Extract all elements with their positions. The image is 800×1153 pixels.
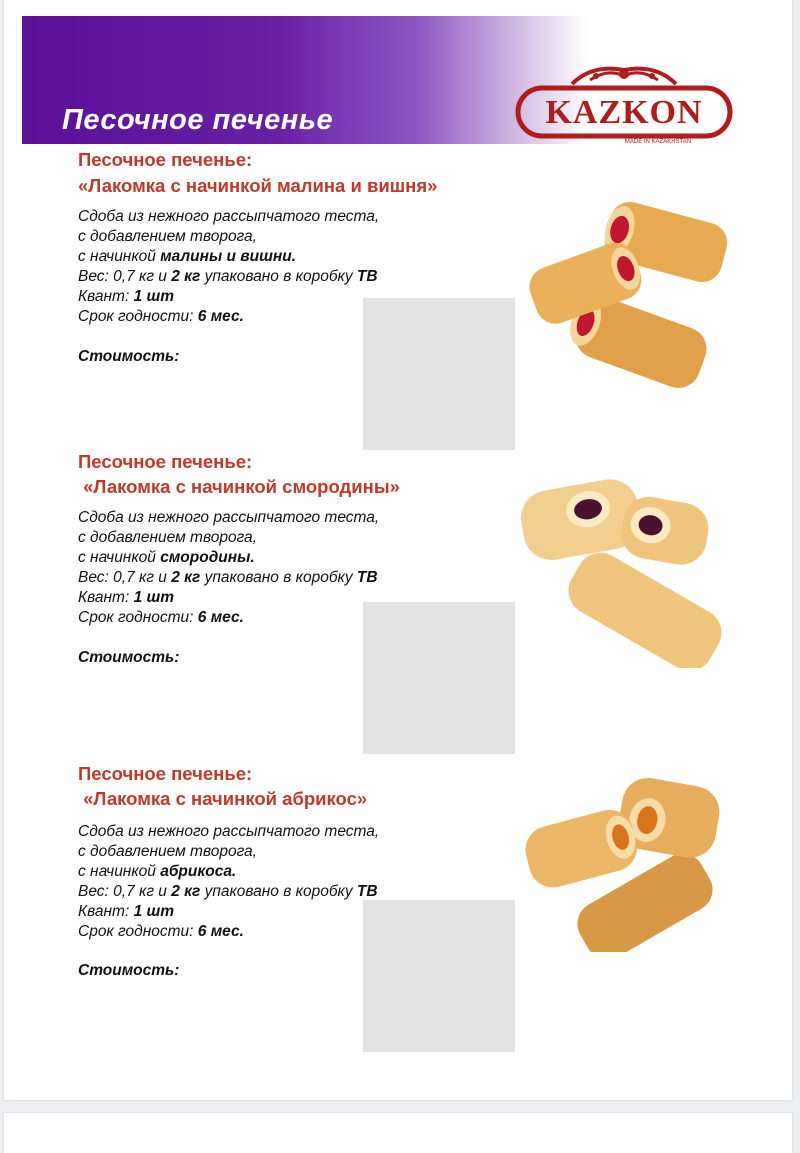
product-title-line2: «Лакомка с начинкой смородины» [78, 476, 400, 497]
product-title-line1: Песочное печенье: [78, 149, 253, 170]
product-description: Сдоба из нежного рассыпчатого теста, с добавлением творога, с начинкой абрикоса. Вес: 0,7 кг и 2 кг упаковано в коробку ТВ Квант: 1 шт Срок годности: 6 мес. [78, 823, 380, 940]
catalog-page [4, 0, 792, 1100]
price-label: Стоимость: [78, 649, 180, 666]
cookie-photo-apricot [520, 768, 726, 952]
price-placeholder [363, 602, 515, 754]
next-page [4, 1113, 792, 1153]
kazkon-logo [512, 60, 736, 150]
price-placeholder [363, 900, 515, 1052]
price-placeholder [363, 298, 515, 450]
product-title-line2: «Лакомка с начинкой абрикос» [78, 788, 368, 809]
cookie-photo-currant [516, 460, 730, 668]
product-title-line1: Песочное печенье: [78, 451, 253, 472]
product-title-line2: «Лакомка с начинкой малина и вишня» [78, 175, 438, 196]
page-title: Песочное печенье [62, 104, 334, 136]
product-title-line1: Песочное печенье: [78, 763, 253, 784]
logo-tagline: MADE IN KAZAKHSTAN [624, 139, 692, 145]
price-label: Стоимость: [78, 348, 180, 365]
product-description: Сдоба из нежного рассыпчатого теста, с добавлением творога, с начинкой малины и вишни. Вес: 0,7 кг и 2 кг упаковано в коробку ТВ Квант: 1 шт Срок годности: 6 мес. [78, 208, 380, 325]
price-label: Стоимость: [78, 962, 180, 979]
product-description: Сдоба из нежного рассыпчатого теста, с добавлением творога, с начинкой смородины. Вес: 0,7 кг и 2 кг упаковано в коробку ТВ Квант: 1 шт Срок годности: 6 мес. [78, 509, 380, 626]
logo-brand: KAZKON [545, 94, 703, 131]
cookie-photo-raspberry-cherry [516, 192, 730, 392]
